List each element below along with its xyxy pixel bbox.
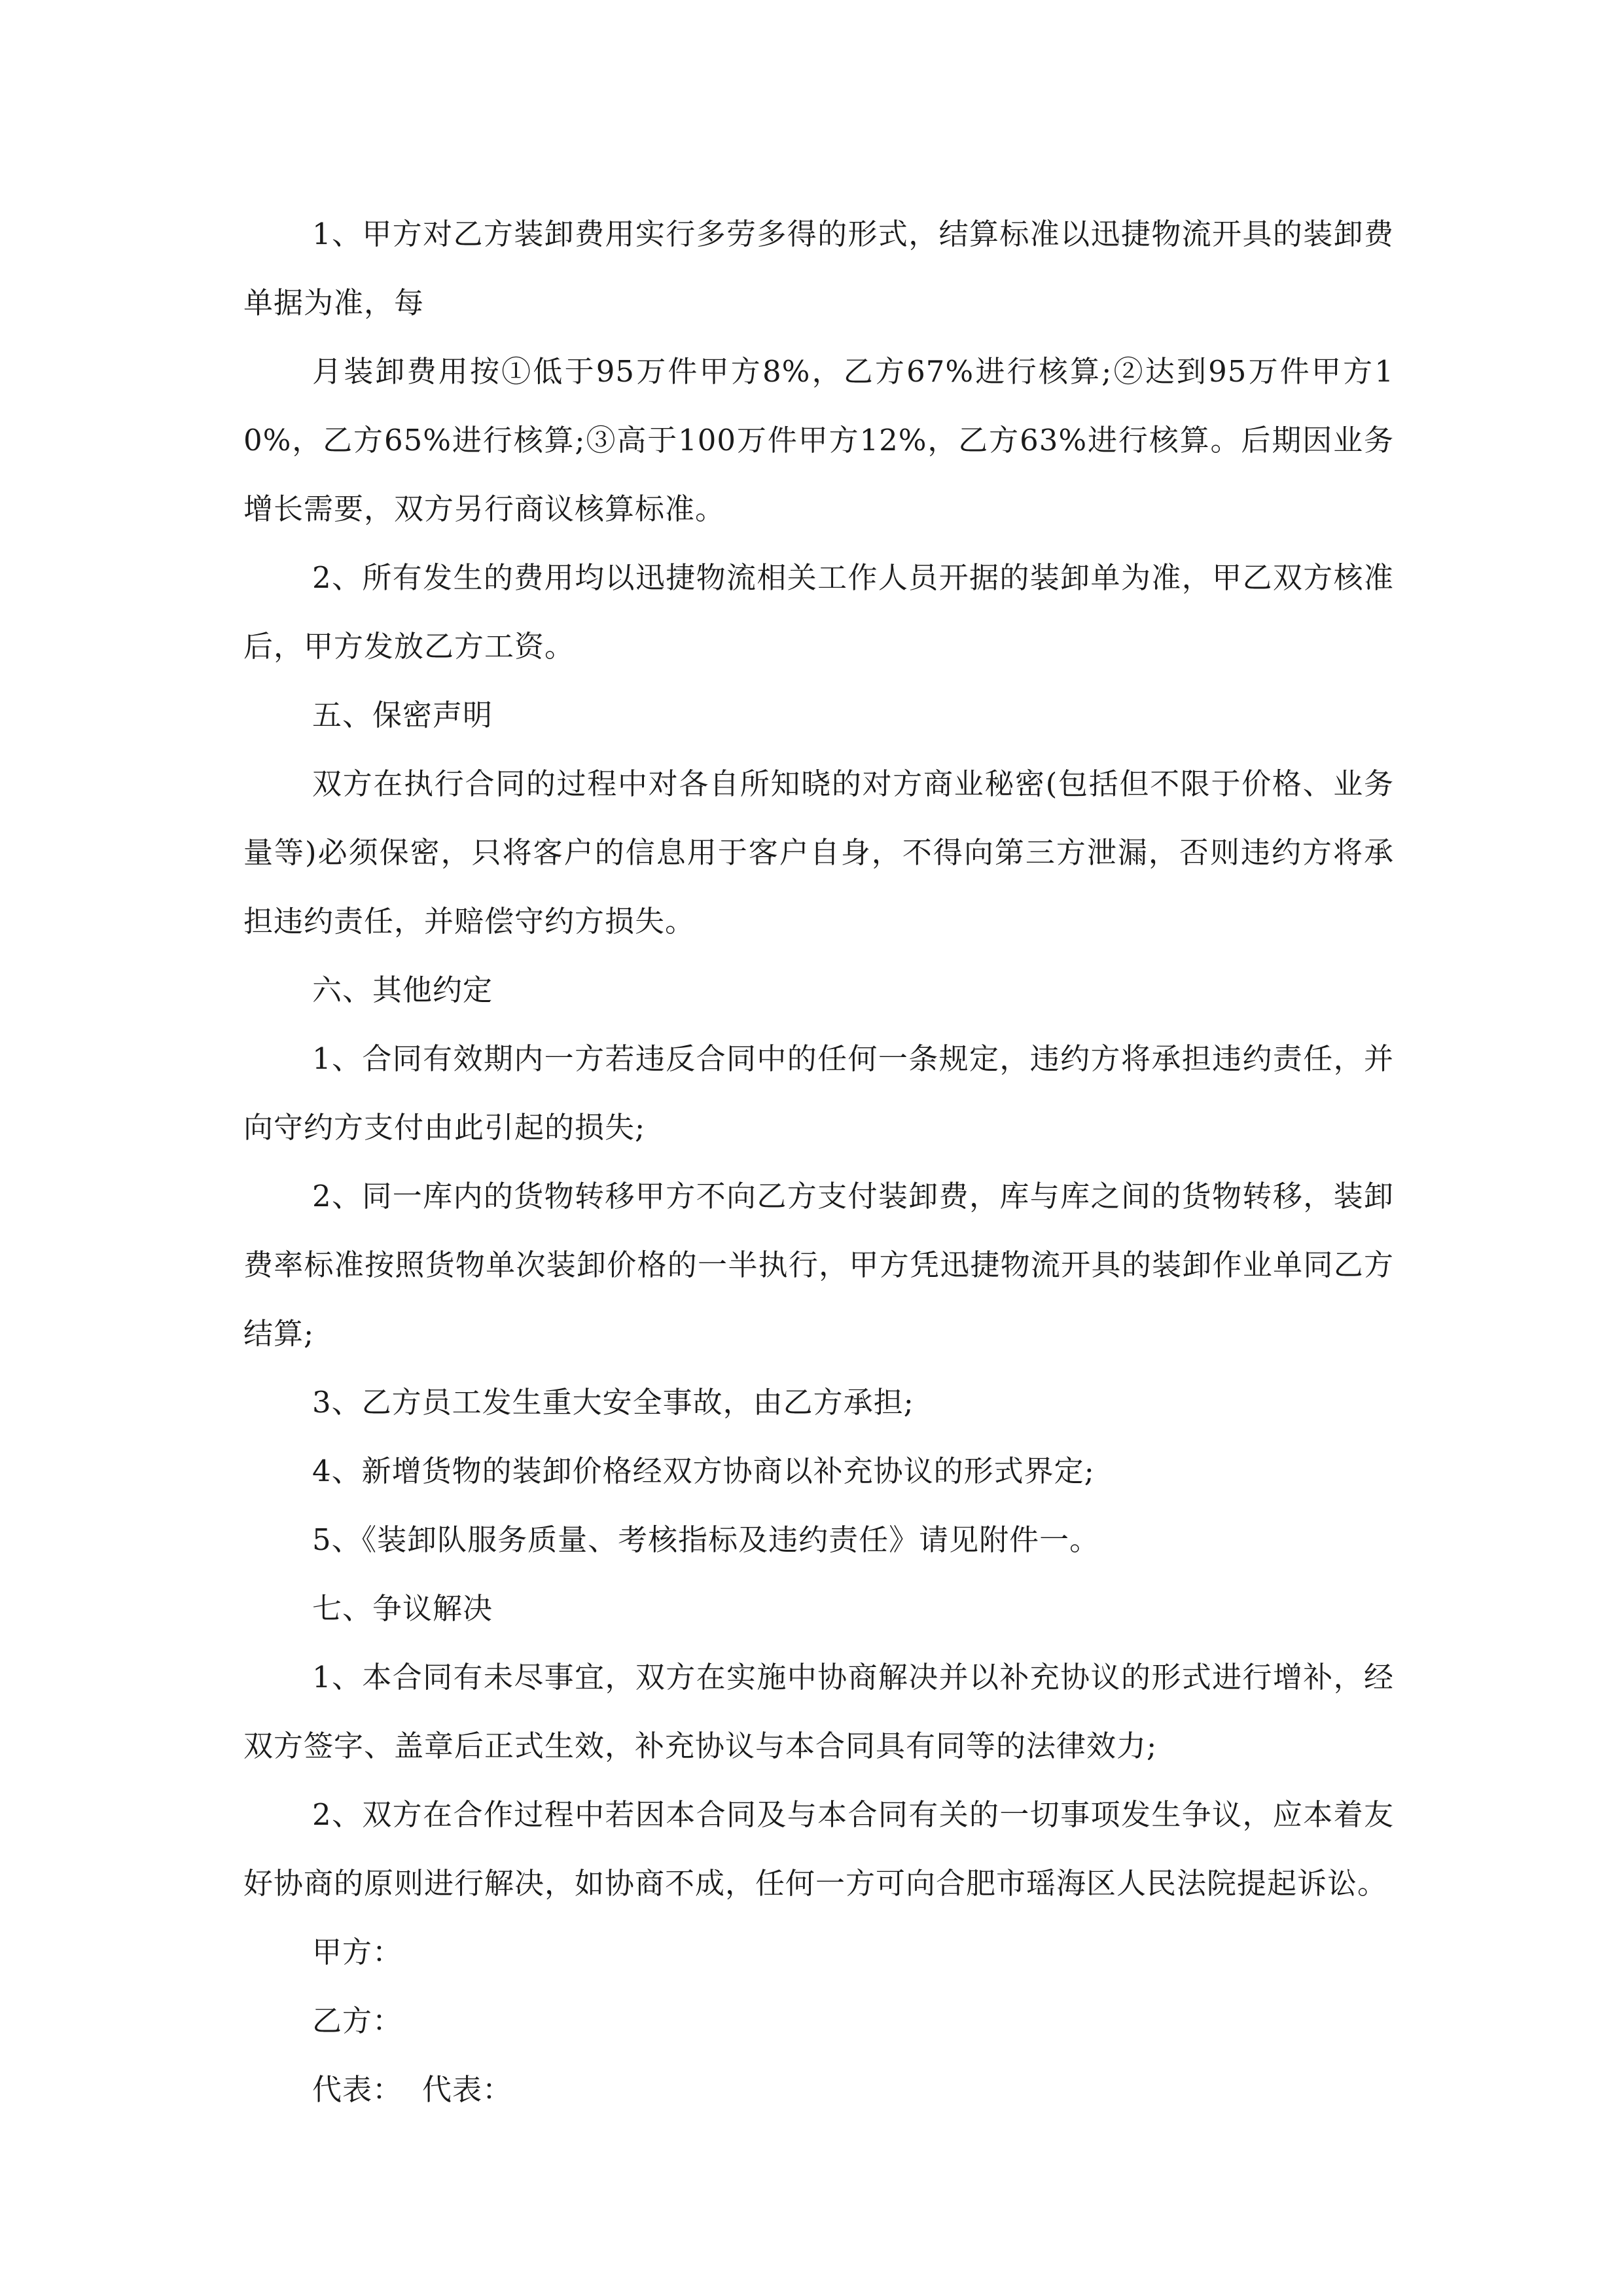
party-b-signature-line <box>243 1986 1394 2055</box>
rep-b-label: 代表： <box>422 2072 513 2107</box>
party-b-label: 乙方： <box>312 2003 403 2038</box>
party-a-signature-line <box>243 1918 1394 1986</box>
section6-item5: 5、《装卸队服务质量、考核指标及违约责任》请见附件一。 <box>312 1522 1100 1557</box>
section6-item3: 3、乙方员工发生重大安全事故，由乙方承担; <box>312 1385 914 1420</box>
section7-item1: 1、本合同有未尽事宜，双方在实施中协商解决并以补充协议的形式进行增补，经双方签字、盖章后正式生效，补充协议与本合同具有同等的法律效力; <box>243 1660 1394 1763</box>
document-body <box>243 200 1394 2124</box>
section6-heading: 六、其他约定 <box>312 973 493 1007</box>
representative-signature-line <box>243 2055 1394 2124</box>
section7-heading: 七、争议解决 <box>312 1591 493 1626</box>
rep-a-label: 代表： <box>312 2072 403 2107</box>
party-a-label: 甲方： <box>312 1935 403 1969</box>
section6-item2: 2、同一库内的货物转移甲方不向乙方支付装卸费，库与库之间的货物转移，装卸费率标准按照货物单次装卸价格的一半执行，甲方凭迅捷物流开具的装卸作业单同乙方结算; <box>243 1179 1394 1351</box>
section6-item1: 1、合同有效期内一方若违反合同中的任何一条规定，违约方将承担违约责任，并向守约方支付由此引起的损失; <box>243 1041 1394 1145</box>
section6-item4: 4、新增货物的装卸价格经双方协商以补充协议的形式界定; <box>312 1454 1095 1488</box>
clause4-item1-first-line: 1、甲方对乙方装卸费用实行多劳多得的形式，结算标准以迅捷物流开具的装卸费单据为准，每 <box>243 217 1394 320</box>
section7-item2: 2、双方在合作过程中若因本合同及与本合同有关的一切事项发生争议，应本着友好协商的原则进行解决，如协商不成，任何一方可向合肥市瑶海区人民法院提起诉讼。 <box>243 1797 1394 1901</box>
clause4-item1-continuation: 月装卸费用按①低于95万件甲方8%，乙方67%进行核算;②达到95万件甲方10%，乙方65%进行核算;③高于100万件甲方12%，乙方63%进行核算。后期因业务增长需要，双方另行商议核算标准。 <box>243 354 1394 526</box>
section5-body: 双方在执行合同的过程中对各自所知晓的对方商业秘密(包括但不限于价格、业务量等)必须保密，只将客户的信息用于客户自身，不得向第三方泄漏，否则违约方将承担违约责任，并赔偿守约方损失。 <box>243 766 1394 939</box>
section5-heading: 五、保密声明 <box>312 698 493 732</box>
clause4-item2: 2、所有发生的费用均以迅捷物流相关工作人员开据的装卸单为准，甲乙双方核准后，甲方发放乙方工资。 <box>243 560 1394 664</box>
